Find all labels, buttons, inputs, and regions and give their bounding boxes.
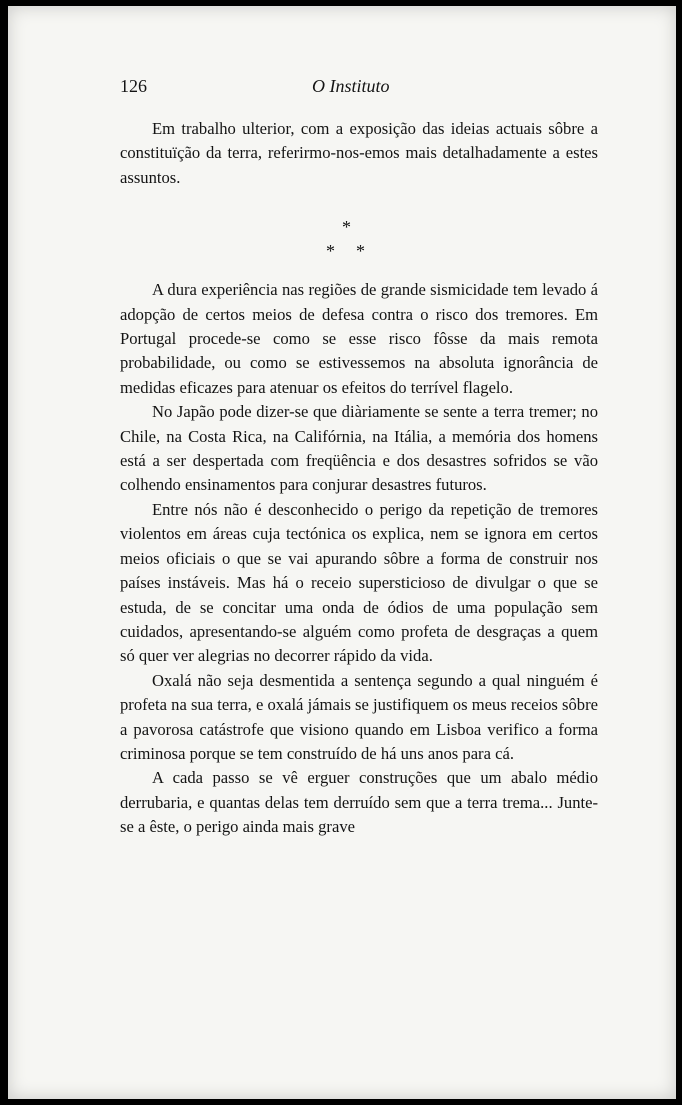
page-header	[120, 76, 600, 100]
paragraph: Entre nós não é desconhecido o perigo da repetição de tremores violentos em áreas cuja tectónica os explica, nem se ignora em certos meios oficiais o que se vai apurando sôbre a forma de construir nos países instáveis. Mas há o receio supersticioso de divulgar o que se estuda, de se concitar uma onda de ódios de uma população sem cuidados, apresentando-se alguém como profeta de desgraças a quem só quer ver alegrias no decorrer rápido da vida.	[120, 499, 598, 666]
asterism-star: *	[326, 241, 335, 262]
paragraph: Oxalá não seja desmentida a sentença segundo a qual ninguém é profeta na sua terra, e oxalá jámais se justifiquem os meus receios sôbre a pavorosa catástrofe que visiono quando em Lisboa verifico a forma criminosa porque se tem construído de há uns anos para cá.	[120, 670, 598, 763]
asterism-star: *	[342, 217, 351, 238]
paragraph: A dura experiência nas regiões de grande sismicidade tem levado á adopção de certos meios de defesa contra o risco dos tremores. Em Portugal procede-se como se esse risco fôsse da mais remota probabilidade, ou como se estivessemos na absoluta ignorância de medidas eficazes para atenuar os efeitos do terrível flagelo.	[120, 280, 598, 397]
paragraph: Em trabalho ulterior, com a exposição das ideias actuais sôbre a constituïção da terra, referirmo-nos-emos mais detalhadamente a estes assuntos.	[120, 119, 598, 187]
section-break-asterism	[120, 190, 598, 278]
paragraph: No Japão pode dizer-se que diàriamente se sente a terra tremer; no Chile, na Costa Rica, na Califórnia, na Itália, a memória dos homens está a ser despertada com freqüência e dos desastres sofridos se vão colhendo ensinamentos para conjurar desastres futuros.	[120, 402, 598, 495]
paragraph: A cada passo se vê erguer construções que um abalo médio derrubaria, e quantas delas tem derruído sem que a terra trema... Junte-se a êste, o perigo ainda mais grave	[120, 768, 598, 837]
running-title: O Instituto	[312, 76, 390, 96]
book-page	[8, 6, 676, 1099]
asterism-star: *	[356, 241, 365, 262]
body-text	[120, 117, 598, 840]
page-number: 126	[120, 76, 147, 96]
